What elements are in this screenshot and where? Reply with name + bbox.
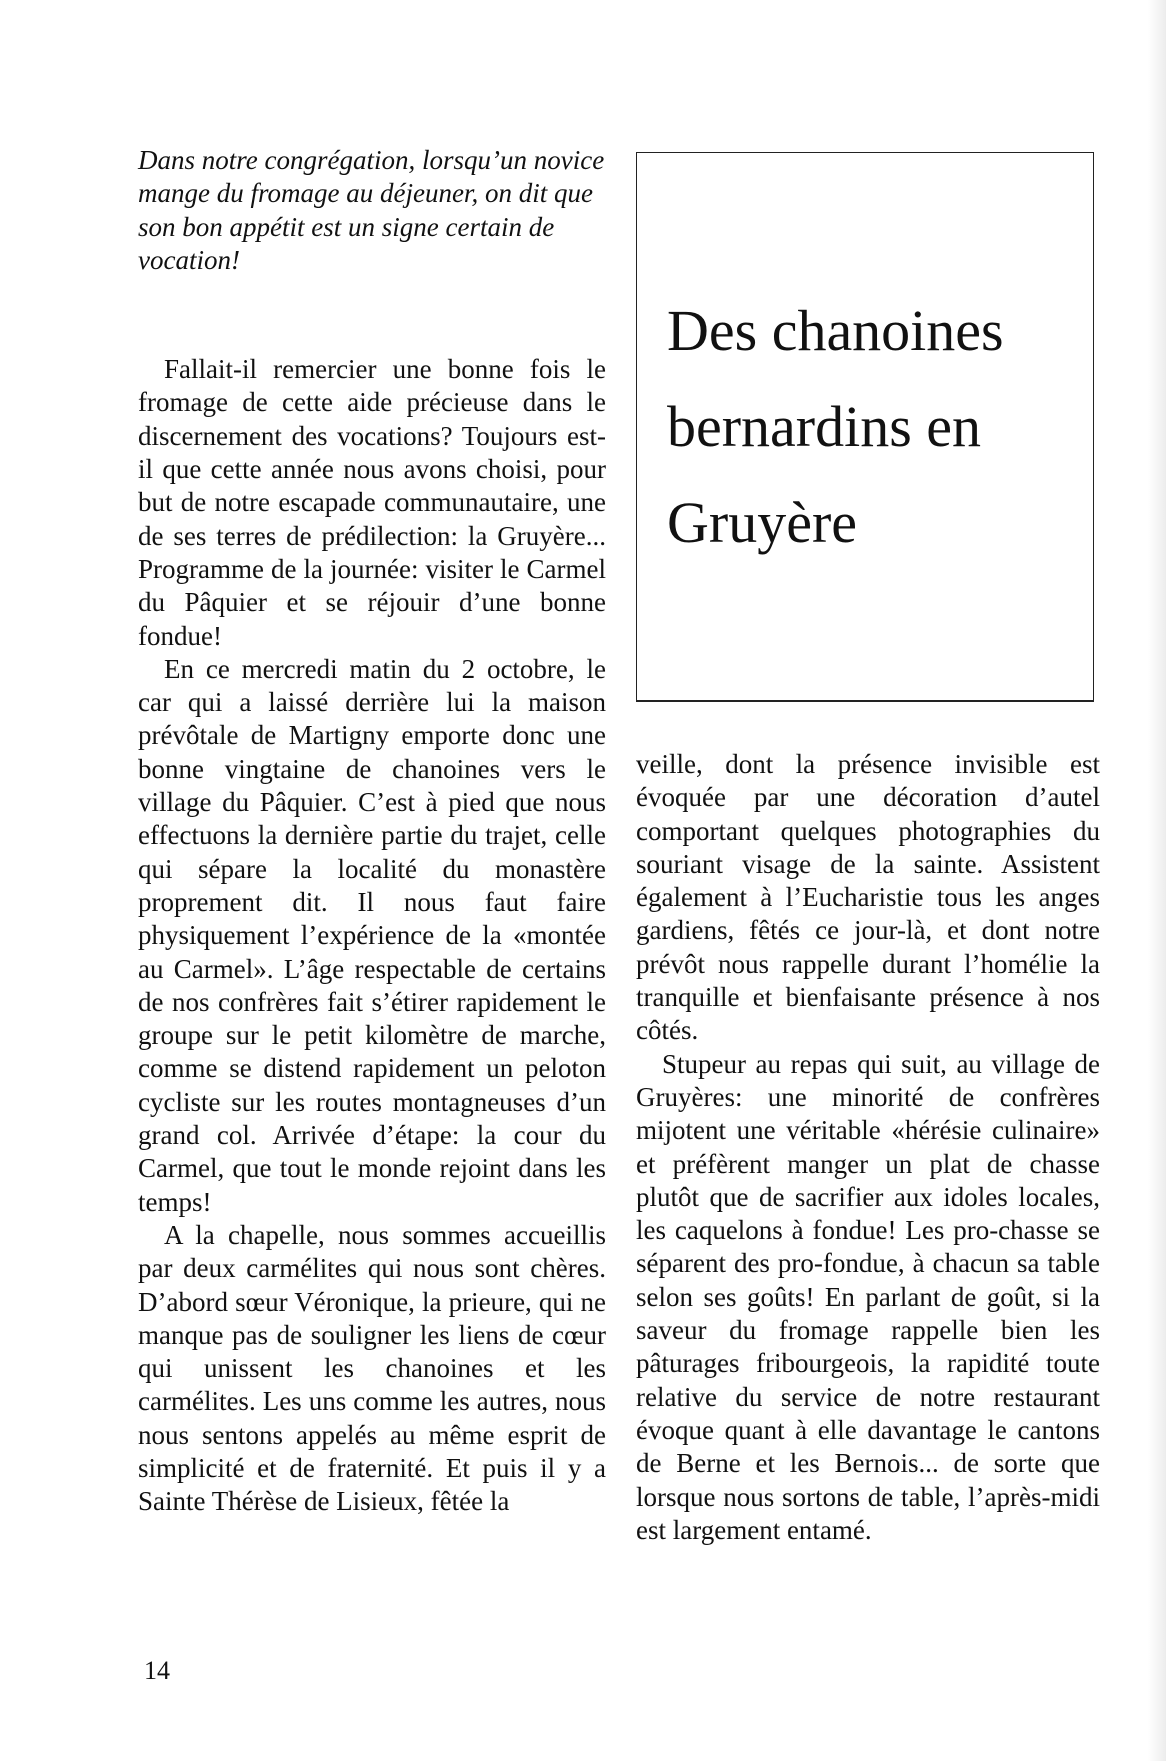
paragraph: Stupeur au repas qui suit, au village de Gruyères: une minorité de confrères mijotent une véritable «hérésie culinaire» et préfèrent manger un plat de chasse plutôt que de sacrifier aux idoles locales, les caquelons à fondue! Les pro-chasse se séparent des pro-fondue, à chacun sa table selon ses goûts! En parlant de goût, si la saveur du fromage rappelle bien les pâturages fribourgeois, la rapidité toute relative du service de notre restaurant évoque quant à elle davantage le cantons de Berne et les Bernois... de sorte que lorsque nous sortons de table, l’après-midi est largement entamé. [636,1048,1100,1545]
intro-italic: Dans notre congrégation, lorsqu’un novice mange du fromage au déjeuner, on dit que son bon appétit est un signe certain de vocation! [138,145,605,275]
paragraph: A la chapelle, nous sommes accueillis par deux carmélites qui nous sont chères. D’abord sœur Véronique, la prieure, qui ne manque pas de souligner les liens de cœur qui unissent les chanoines et les carmélites. Les uns comme les autres, nous nous sentons appelés au même esprit de simplicité et de fraternité. Et puis il y a Sainte Thérèse de Lisieux, fêtée la [138,1219,606,1517]
paragraph: En ce mercredi matin du 2 octobre, le car qui a laissé derrière lui la maison prévôtale de Martigny emporte donc une bonne vingtaine de chanoines vers le village du Pâquier. C’est à pied que nous effectuons la dernière partie du trajet, celle qui sépare la localité du monastère proprement dit. Il nous faut faire physiquement l’expérience de la «montée au Carmel». L’âge respectable de certains de nos confrères fait s’étirer rapidement le groupe sur le petit kilomètre de marche, comme se distend rapidement un peloton cycliste sur les routes montagneuses d’un grand col. Arrivée d’étape: la cour du Carmel, que tout le monde rejoint dans les temps! [138,653,606,1217]
article-title: Des chanoines bernardins en Gruyère [667,298,1004,555]
page-edge-shadow [1148,0,1166,1761]
paragraph: veille, dont la présence invisible est évoquée par une décoration d’autel comportant quelques photographies du souriant visage de la sainte. Assistent également à l’Eucharistie tous les anges gardiens, fêtés ce jour-là, et dont notre prévôt nous rappelle durant l’homélie la tranquille et bienfaisante présence à nos côtés. [636,749,1100,1046]
left-column [138,144,606,1519]
title-box [636,152,1094,702]
right-column [636,748,1100,1547]
paragraph: Fallait-il remercier une bonne fois le fromage de cette aide précieuse dans le discernement des vocations? Toujours est-il que cette année nous avons choisi, pour but de notre escapade communautaire, une de ses terres de prédilection: la Gruyère... Programme de la journée: visiter le Carmel du Pâquier et se réjouir d’une bonne fondue! [138,354,606,651]
page-number: 14 [144,1656,170,1685]
